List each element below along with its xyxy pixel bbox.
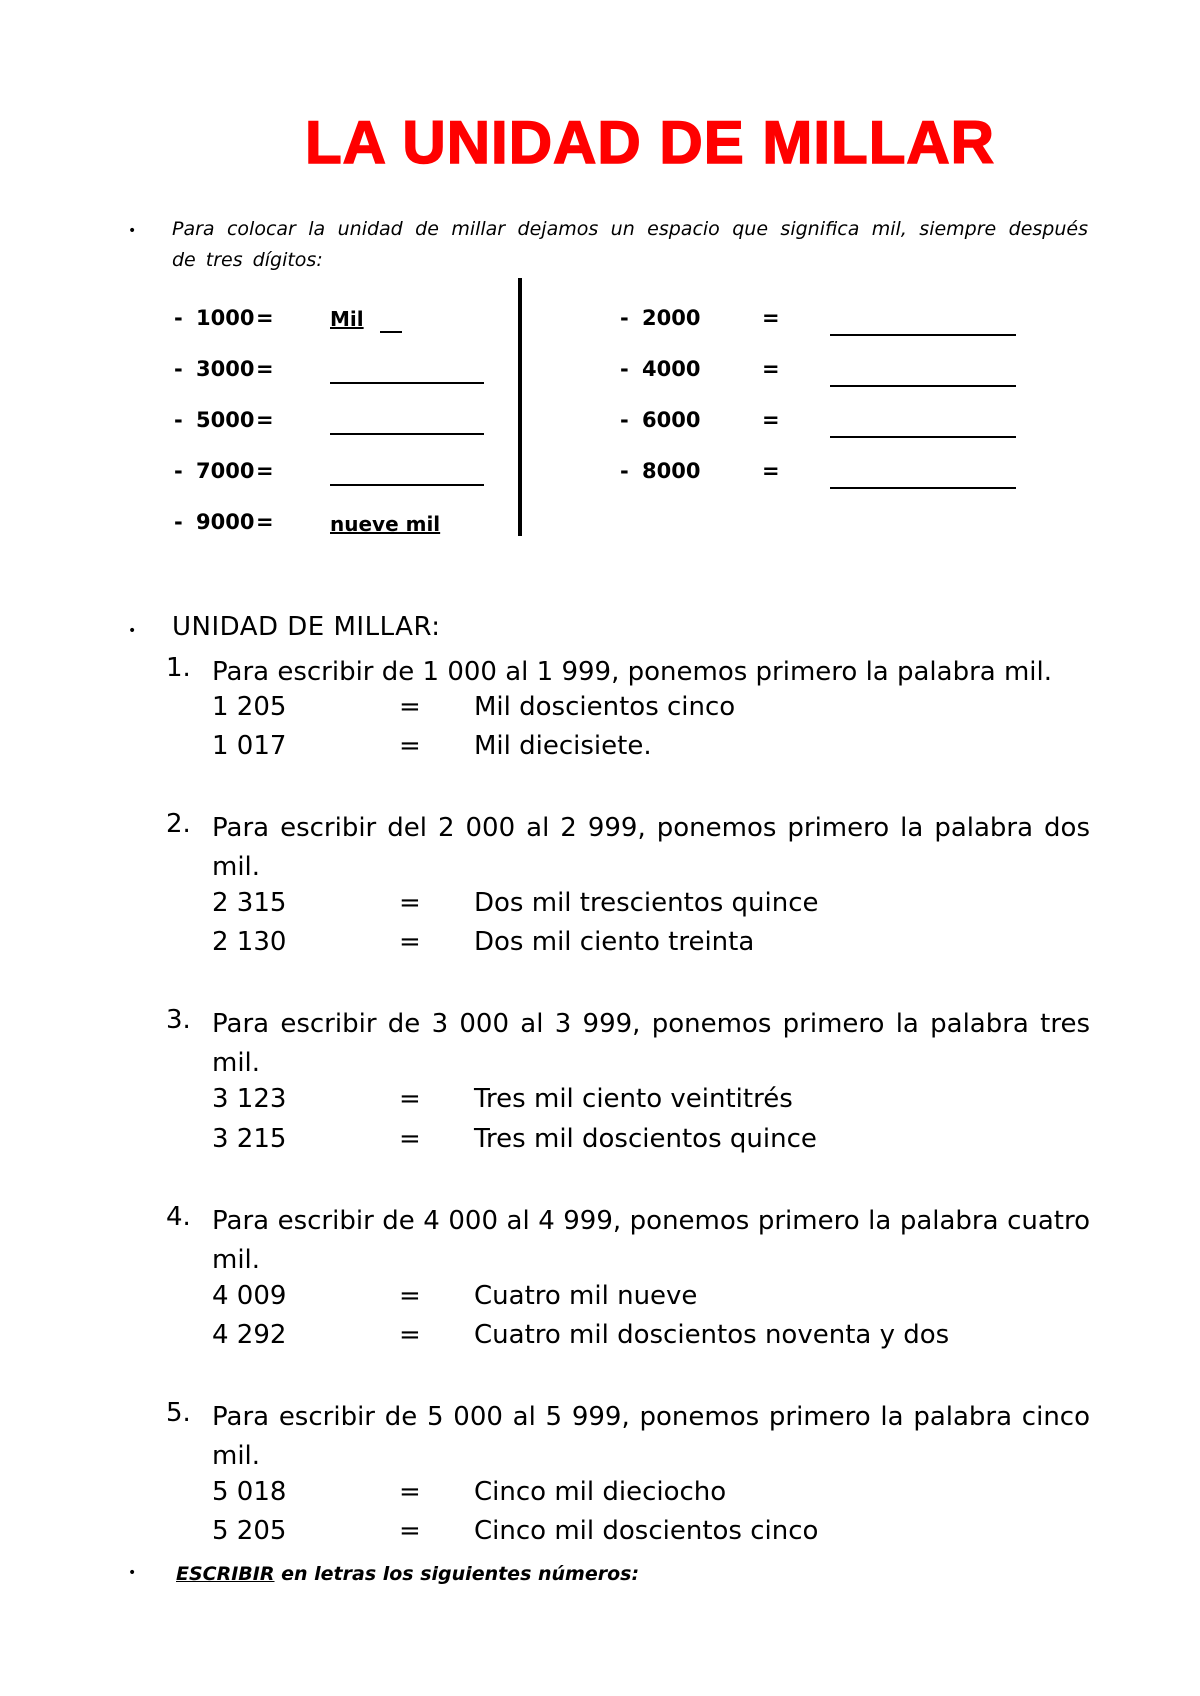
answer-1000: Mil bbox=[330, 307, 364, 331]
worksheet-page: LA UNIDAD DE MILLAR • Para colocar la unidad de millar dejamos un espacio que significa mil, siempre después de tres dígitos: - 1000 = Mil - 3000 = - 5000 = - 7000 = - 9000 = nueve mil - 2000 = - 4000 = - 6000 = - 8000 = • UNIDAD DE MILLAR: 1. Para escribir de 1 000 al 1 999, ponemos primero la palabra mil. 1 205 = Mil doscientos cinco 1 017 = Mil diecisiete. 2. Para escribir del 2 000 al 2 999, ponemos primero la palabra dos mil. 2 315 = Dos mil trescientos quince 2 130 = Dos mil ciento treinta 3. Para escribir de 3 000 al 3 999, ponemos primero la palabra tres mil. 3 123 = Tres mil ciento veintitrés 3 215 = Tres mil doscientos quince 4. Para escribir de 4 000 al 4 999, ponemos primero la palabra cuatro mil. 4 009 = Cuatro mil nueve 4 292 = Cuatro mil doscientos noventa y dos 5. Para escribir de 5 000 al 5 999, ponemos primero la palabra cinco mil. 5 018 = Cinco mil dieciocho 5 205 = Cinco mil doscientos cinco • ESCRIBIR en letras los siguientes números: bbox=[0, 0, 1200, 1696]
example-words: Cuatro mil doscientos noventa y dos bbox=[474, 1320, 950, 1350]
example-number: 1 205 bbox=[212, 692, 287, 722]
example-number: 2 315 bbox=[212, 888, 287, 918]
answer-line-8000[interactable] bbox=[830, 459, 1016, 489]
answer-line-2000[interactable] bbox=[830, 306, 1016, 336]
example-words: Tres mil ciento veintitrés bbox=[474, 1084, 793, 1114]
section-heading: UNIDAD DE MILLAR: bbox=[172, 612, 441, 642]
example-words: Cinco mil dieciocho bbox=[474, 1477, 727, 1507]
answer-9000: nueve mil bbox=[330, 512, 441, 536]
final-rest: en letras los siguientes números: bbox=[274, 1563, 640, 1585]
rule-number: 2. bbox=[166, 809, 191, 839]
example-equals: = bbox=[399, 1477, 421, 1507]
intro-text: Para colocar la unidad de millar dejamos un espacio que significa mil, siempre después de tres dígitos: bbox=[172, 218, 1088, 271]
example-words: Mil diecisiete. bbox=[474, 731, 652, 761]
example-equals: = bbox=[399, 1516, 421, 1546]
answer-line-1000-tail bbox=[380, 303, 402, 333]
example-words: Mil doscientos cinco bbox=[474, 692, 736, 722]
final-bullet: • bbox=[128, 1565, 137, 1581]
example-number: 5 205 bbox=[212, 1516, 287, 1546]
table-divider bbox=[518, 278, 522, 536]
answer-line-7000[interactable] bbox=[330, 456, 484, 486]
example-number: 5 018 bbox=[212, 1477, 287, 1507]
example-equals: = bbox=[399, 1320, 421, 1350]
answer-line-6000[interactable] bbox=[830, 408, 1016, 438]
rule-text: Para escribir del 2 000 al 2 999, ponemos primero la palabra dos mil. bbox=[212, 813, 1090, 882]
example-words: Cuatro mil nueve bbox=[474, 1281, 698, 1311]
example-number: 3 215 bbox=[212, 1124, 287, 1154]
rule-number: 5. bbox=[166, 1398, 191, 1428]
example-words: Tres mil doscientos quince bbox=[474, 1124, 817, 1154]
example-equals: = bbox=[399, 1281, 421, 1311]
rule-text: Para escribir de 3 000 al 3 999, ponemos primero la palabra tres mil. bbox=[212, 1009, 1090, 1078]
example-number: 3 123 bbox=[212, 1084, 287, 1114]
rule-text: Para escribir de 1 000 al 1 999, ponemos primero la palabra mil. bbox=[212, 657, 1053, 687]
example-number: 2 130 bbox=[212, 927, 287, 957]
page-title: LA UNIDAD DE MILLAR bbox=[304, 109, 996, 176]
answer-line-5000[interactable] bbox=[330, 405, 484, 435]
rule-number: 3. bbox=[166, 1005, 191, 1035]
final-instruction bbox=[176, 1563, 639, 1585]
rule-text: Para escribir de 4 000 al 4 999, ponemos primero la palabra cuatro mil. bbox=[212, 1206, 1090, 1275]
intro-bullet: • bbox=[128, 223, 137, 239]
example-equals: = bbox=[399, 1124, 421, 1154]
example-words: Cinco mil doscientos cinco bbox=[474, 1516, 819, 1546]
answer-line-4000[interactable] bbox=[830, 357, 1016, 387]
example-equals: = bbox=[399, 888, 421, 918]
example-words: Dos mil trescientos quince bbox=[474, 888, 819, 918]
example-words: Dos mil ciento treinta bbox=[474, 927, 755, 957]
rule-text: Para escribir de 5 000 al 5 999, ponemos primero la palabra cinco mil. bbox=[212, 1402, 1090, 1471]
example-equals: = bbox=[399, 692, 421, 722]
example-equals: = bbox=[399, 927, 421, 957]
example-number: 1 017 bbox=[212, 731, 287, 761]
example-number: 4 009 bbox=[212, 1281, 287, 1311]
final-verb: ESCRIBIR bbox=[176, 1563, 275, 1585]
example-equals: = bbox=[399, 731, 421, 761]
answer-line-3000[interactable] bbox=[330, 354, 484, 384]
rule-number: 1. bbox=[166, 653, 191, 683]
example-number: 4 292 bbox=[212, 1320, 287, 1350]
rule-number: 4. bbox=[166, 1202, 191, 1232]
example-equals: = bbox=[399, 1084, 421, 1114]
section-bullet: • bbox=[128, 623, 137, 639]
